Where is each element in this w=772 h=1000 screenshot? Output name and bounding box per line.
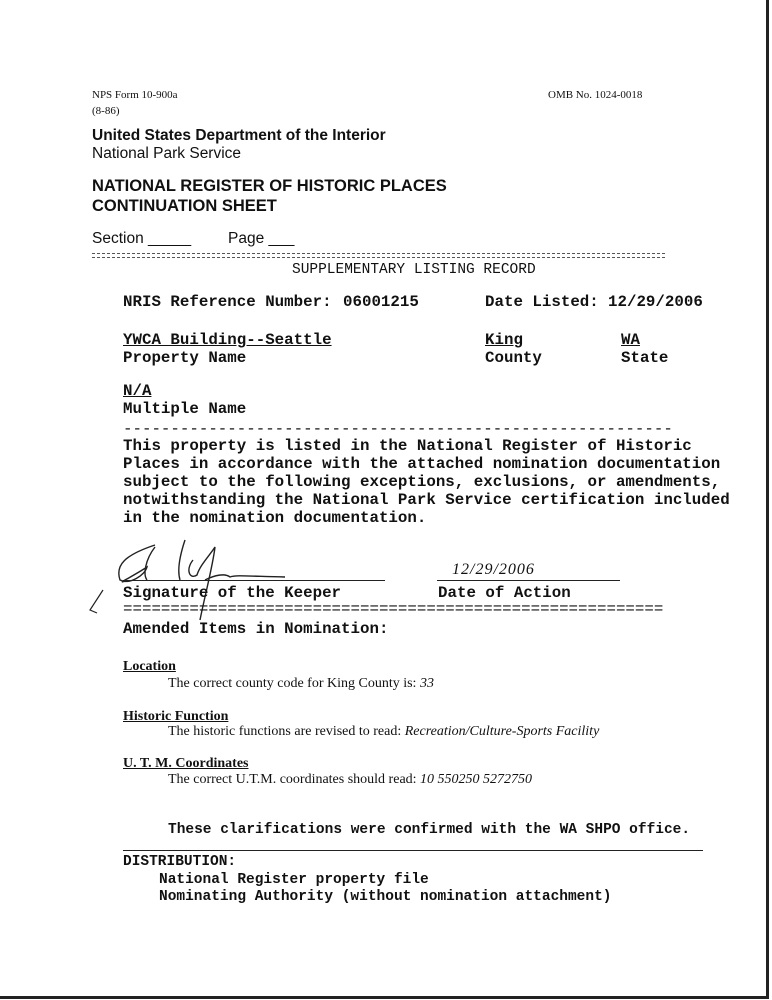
distribution-heading: DISTRIBUTION:: [123, 854, 237, 870]
date-listed-label: Date Listed:: [485, 293, 599, 311]
dashed-separator: ----------------------------------------------------------: [123, 420, 673, 438]
multiple-name: N/A: [123, 382, 152, 400]
nris-label: NRIS Reference Number:: [123, 293, 332, 311]
date-action-label: Date of Action: [438, 584, 571, 602]
omb-number: OMB No. 1024-0018: [548, 89, 643, 101]
signature-line: [123, 580, 385, 581]
date-line: [437, 580, 620, 581]
service: National Park Service: [92, 145, 242, 162]
paragraph-line: subject to the following exceptions, exclusions, or amendments,: [123, 473, 721, 491]
paragraph-line: in the nomination documentation.: [123, 509, 427, 527]
page-title: NATIONAL REGISTER OF HISTORIC PLACES: [92, 177, 447, 195]
date-listed-value: 12/29/2006: [608, 293, 703, 311]
record-heading: SUPPLEMENTARY LISTING RECORD: [292, 262, 536, 278]
distribution-divider: [123, 850, 703, 851]
distribution-item: National Register property file: [159, 872, 429, 888]
multiple-name-label: Multiple Name: [123, 400, 247, 418]
property-name-label: Property Name: [123, 349, 247, 367]
confirmation-note: These clarifications were confirmed with the WA SHPO office.: [168, 822, 691, 838]
handwritten-date: 12/29/2006: [452, 561, 535, 578]
signature-label: Signature of the Keeper: [123, 584, 342, 602]
utm-heading: U. T. M. Coordinates: [123, 756, 249, 771]
department: United States Department of the Interior: [92, 127, 386, 144]
page-field: Page ___: [228, 230, 295, 247]
location-heading: Location: [123, 659, 176, 674]
paragraph-line: This property is listed in the National Register of Historic: [123, 437, 692, 455]
historic-function-heading: Historic Function: [123, 709, 229, 724]
paragraph-line: Places in accordance with the attached nomination documentation: [123, 455, 721, 473]
form-number: NPS Form 10-900a: [92, 89, 178, 101]
county: King: [485, 331, 523, 349]
form-date: (8-86): [92, 105, 120, 117]
double-separator: =========================================================: [123, 600, 664, 618]
nris-value: 06001215: [343, 293, 419, 311]
distribution-item: Nominating Authority (without nomination attachment): [159, 889, 612, 905]
amended-heading: Amended Items in Nomination:: [123, 620, 389, 638]
county-label: County: [485, 349, 542, 367]
state: WA: [621, 331, 640, 349]
utm-text: The correct U.T.M. coordinates should read: 10 550250 5272750: [168, 772, 533, 787]
page-subtitle: CONTINUATION SHEET: [92, 197, 277, 215]
historic-function-text: The historic functions are revised to read: Recreation/Culture-Sports Facility: [168, 724, 600, 739]
section-field: Section _____: [92, 230, 192, 247]
property-name: YWCA Building--Seattle: [123, 331, 332, 349]
double-divider: [92, 253, 665, 258]
location-text: The correct county code for King County is: 33: [168, 676, 434, 691]
paragraph-line: notwithstanding the National Park Service certification included: [123, 491, 730, 509]
state-label: State: [621, 349, 669, 367]
